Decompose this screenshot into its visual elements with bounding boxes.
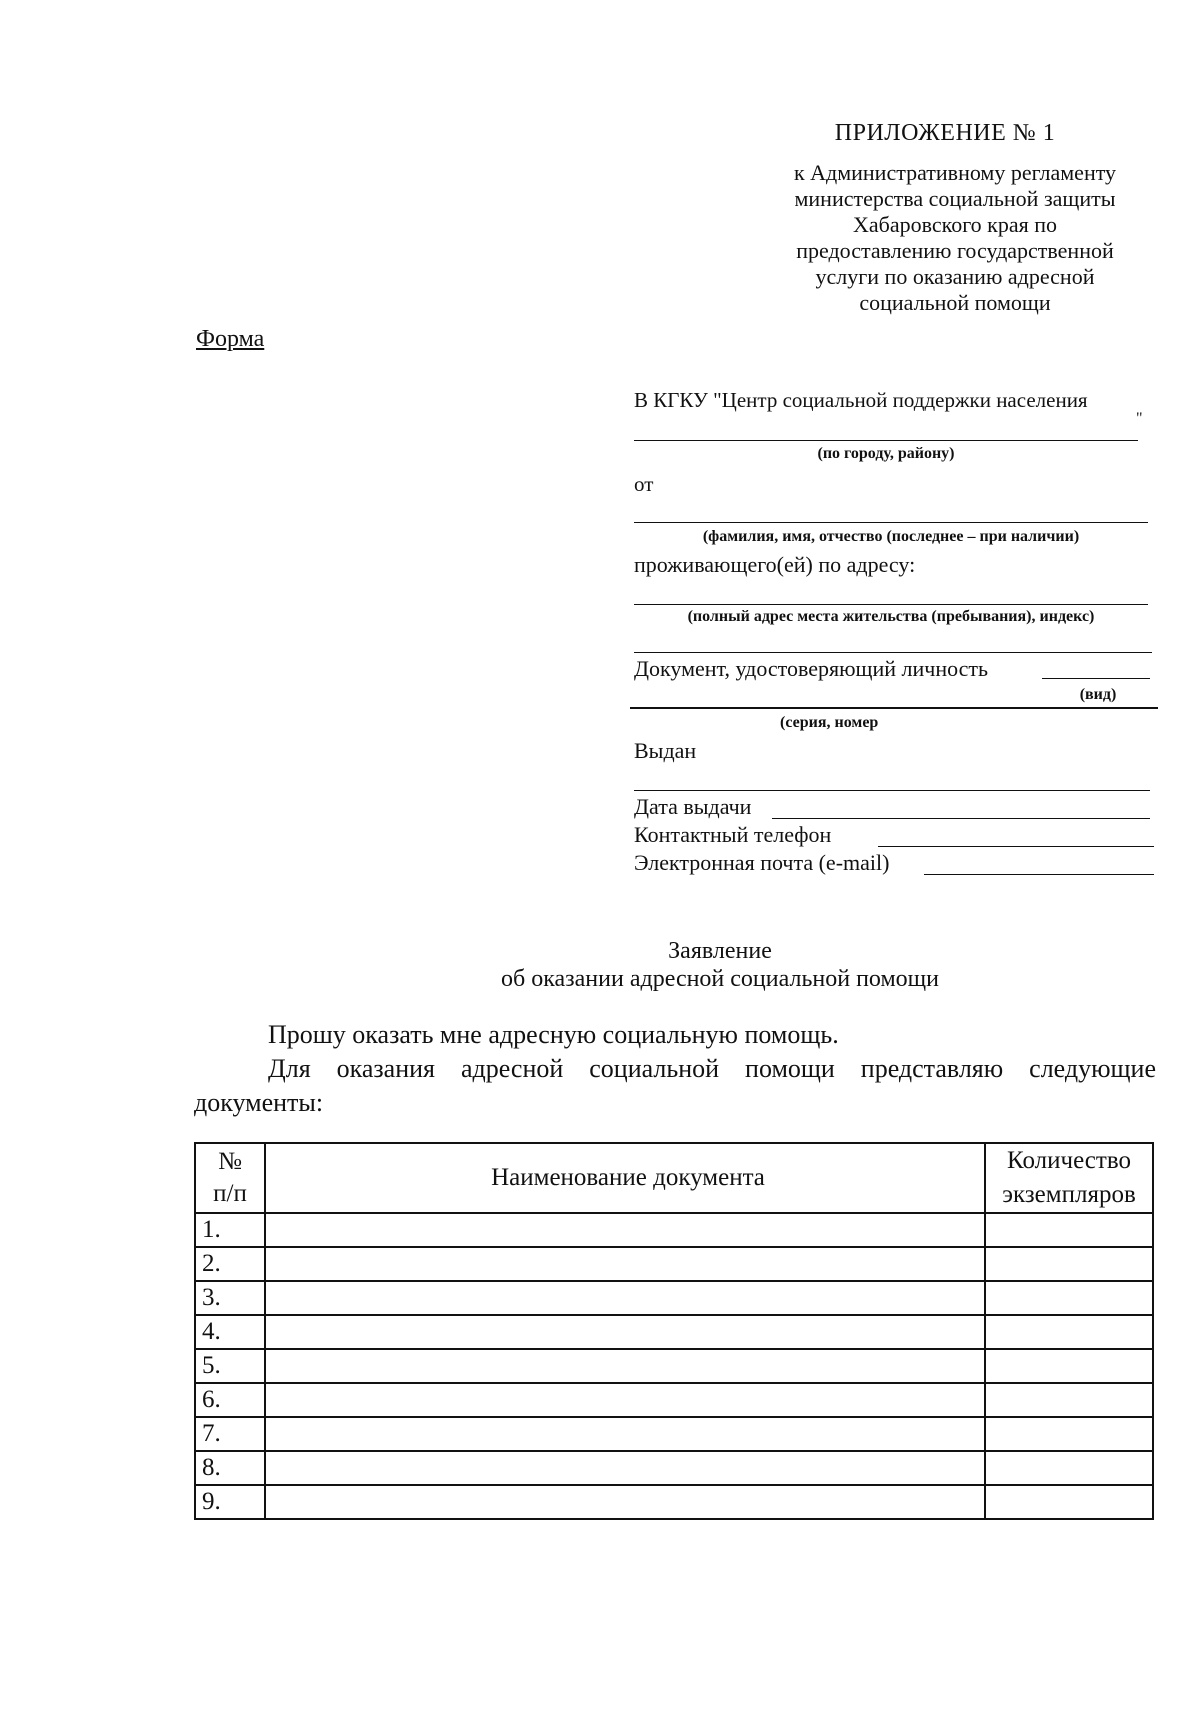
quantity-cell[interactable] bbox=[985, 1247, 1153, 1281]
table-row bbox=[195, 1485, 1153, 1519]
table-row bbox=[195, 1349, 1153, 1383]
from-label: от bbox=[634, 472, 654, 496]
table-header-row bbox=[195, 1143, 1153, 1213]
document-name-cell[interactable] bbox=[265, 1451, 985, 1485]
appendix-line: министерства социальной защиты bbox=[794, 186, 1116, 211]
row-number: 8. bbox=[195, 1451, 265, 1485]
phone-line[interactable] bbox=[878, 846, 1154, 847]
appendix-line: Хабаровского края по bbox=[852, 212, 1058, 237]
quantity-cell[interactable] bbox=[985, 1383, 1153, 1417]
quantity-cell[interactable] bbox=[985, 1281, 1153, 1315]
center-name-line[interactable] bbox=[634, 440, 1138, 441]
quantity-cell[interactable] bbox=[985, 1451, 1153, 1485]
row-number: 5. bbox=[195, 1349, 265, 1383]
table-row bbox=[195, 1315, 1153, 1349]
header-number-sign: № bbox=[218, 1148, 242, 1175]
appendix-description bbox=[760, 160, 1150, 316]
issue-date-line[interactable] bbox=[772, 818, 1150, 819]
quantity-cell[interactable] bbox=[985, 1417, 1153, 1451]
email-line[interactable] bbox=[924, 874, 1154, 875]
quantity-cell[interactable] bbox=[985, 1485, 1153, 1519]
header-number-abbr: п/п bbox=[213, 1180, 247, 1207]
document-series-line[interactable] bbox=[630, 707, 1158, 709]
row-number: 9. bbox=[195, 1485, 265, 1519]
living-label: проживающего(ей) по адресу: bbox=[634, 552, 916, 577]
appendix-line: социальной помощи bbox=[859, 290, 1051, 315]
appendix-line: предоставлению государственной bbox=[796, 238, 1114, 263]
row-number: 2. bbox=[195, 1247, 265, 1281]
table-row bbox=[195, 1383, 1153, 1417]
caption-name: (фамилия, имя, отчество (последнее – при наличии) bbox=[702, 528, 1080, 545]
row-number: 1. bbox=[195, 1213, 265, 1247]
document-name-cell[interactable] bbox=[265, 1247, 985, 1281]
caption-series: (серия, номер bbox=[780, 714, 879, 731]
issued-by-line[interactable] bbox=[634, 790, 1150, 791]
documents-table bbox=[194, 1142, 1154, 1520]
table-row bbox=[195, 1213, 1153, 1247]
document-name-cell[interactable] bbox=[265, 1349, 985, 1383]
closing-quote: " bbox=[1136, 410, 1143, 427]
address-line-2[interactable] bbox=[634, 652, 1152, 653]
table-row bbox=[195, 1417, 1153, 1451]
form-label: Форма bbox=[196, 326, 265, 352]
quantity-cell[interactable] bbox=[985, 1315, 1153, 1349]
addressee-line: В КГКУ "Центр социальной поддержки населения bbox=[634, 388, 1088, 412]
header-quantity-line2: экземпляров bbox=[1002, 1181, 1136, 1208]
row-number: 3. bbox=[195, 1281, 265, 1315]
document-name-cell[interactable] bbox=[265, 1281, 985, 1315]
document-name-cell[interactable] bbox=[265, 1315, 985, 1349]
appendix-line: к Административному регламенту bbox=[793, 160, 1117, 185]
quantity-cell[interactable] bbox=[985, 1213, 1153, 1247]
table-row bbox=[195, 1451, 1153, 1485]
statement-subtitle: об оказании адресной социальной помощи bbox=[501, 966, 939, 992]
applicant-name-line[interactable] bbox=[634, 522, 1148, 523]
documents-paragraph-line1: Для оказания адресной социальной помощи представляю следующие bbox=[268, 1054, 1156, 1083]
document-name-cell[interactable] bbox=[265, 1417, 985, 1451]
header-document-name: Наименование документа bbox=[265, 1143, 985, 1213]
row-number: 6. bbox=[195, 1383, 265, 1417]
header-quantity-line1: Количество bbox=[1007, 1147, 1131, 1174]
document-name-cell[interactable] bbox=[265, 1383, 985, 1417]
statement-title: Заявление bbox=[668, 938, 772, 964]
quantity-cell[interactable] bbox=[985, 1349, 1153, 1383]
caption-kind: (вид) bbox=[1079, 686, 1117, 703]
issue-date-label: Дата выдачи bbox=[634, 794, 752, 819]
document-name-cell[interactable] bbox=[265, 1485, 985, 1519]
caption-address: (полный адрес места жительства (пребывания), индекс) bbox=[687, 608, 1095, 625]
issued-label: Выдан bbox=[634, 738, 697, 763]
caption-city: (по городу, району) bbox=[817, 445, 955, 462]
header-quantity bbox=[985, 1143, 1153, 1213]
document-label: Документ, удостоверяющий личность bbox=[634, 656, 989, 681]
email-label: Электронная почта (e-mail) bbox=[634, 850, 890, 875]
documents-paragraph-line2: документы: bbox=[194, 1088, 324, 1117]
phone-label: Контактный телефон bbox=[634, 822, 832, 847]
appendix-line: услуги по оказанию адресной bbox=[815, 264, 1095, 289]
header-number bbox=[195, 1143, 265, 1213]
document-name-cell[interactable] bbox=[265, 1213, 985, 1247]
address-line[interactable] bbox=[634, 604, 1148, 605]
table-row bbox=[195, 1281, 1153, 1315]
request-paragraph: Прошу оказать мне адресную социальную помощь. bbox=[268, 1020, 839, 1049]
row-number: 7. bbox=[195, 1417, 265, 1451]
document-kind-line[interactable] bbox=[1042, 678, 1150, 679]
appendix-title: ПРИЛОЖЕНИЕ № 1 bbox=[834, 120, 1056, 146]
table-row bbox=[195, 1247, 1153, 1281]
row-number: 4. bbox=[195, 1315, 265, 1349]
